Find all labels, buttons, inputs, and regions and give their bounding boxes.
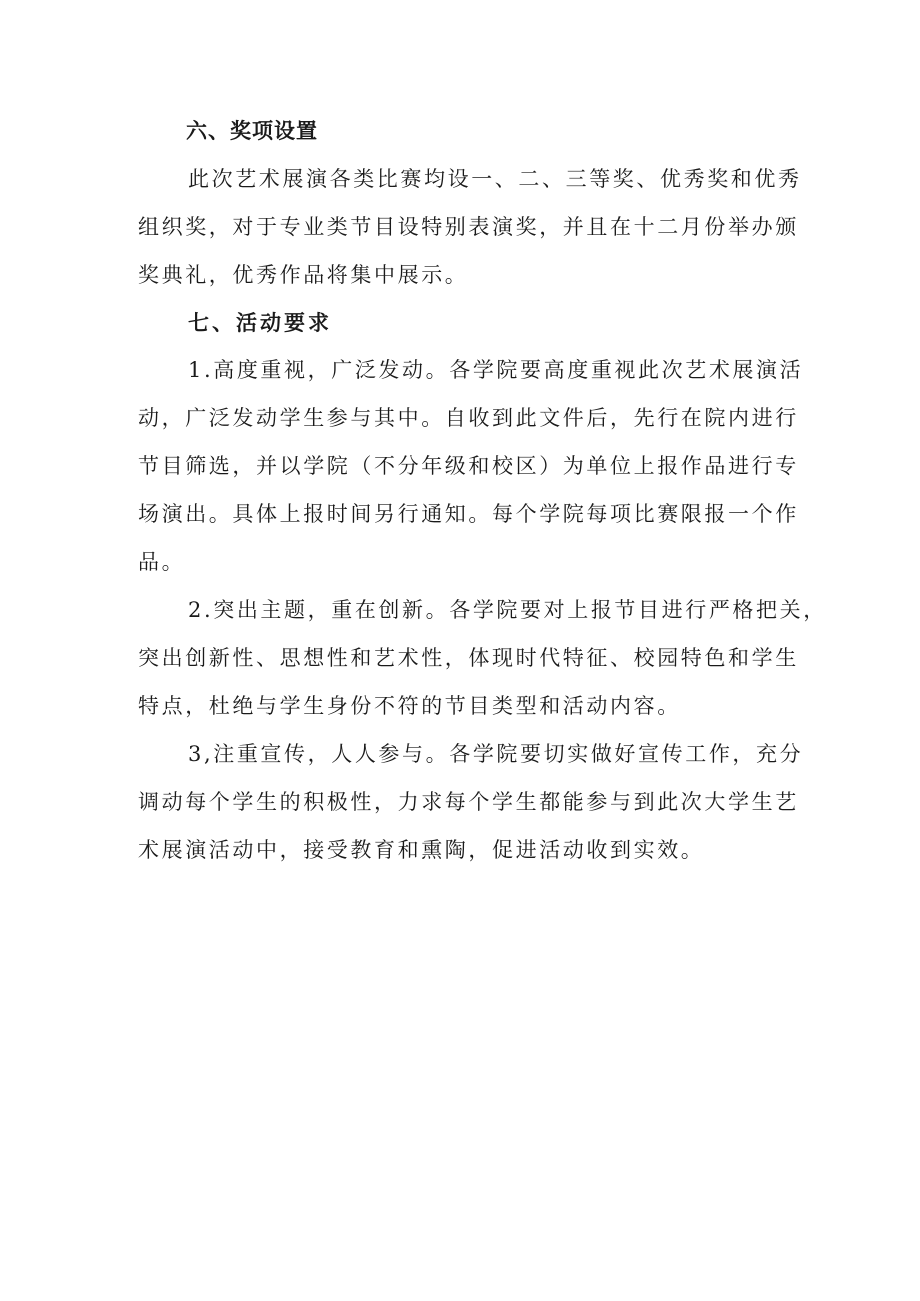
paragraph-line: 奖典礼，优秀作品将集中展示。 xyxy=(138,263,469,287)
paragraph-line: 2.突出主题，重在创新。各学院要对上报节目进行严格把关， xyxy=(188,598,827,622)
paragraph-line: 术展演活动中，接受教育和熏陶，促进活动收到实效。 xyxy=(138,838,705,862)
section-7-heading: 七、活动要求 xyxy=(188,310,332,335)
section-6-heading: 六、奖项设置 xyxy=(186,119,318,143)
requirement-1-paragraph xyxy=(138,346,804,586)
paragraph-line: 动，广泛发动学生参与其中。自收到此文件后，先行在院内进行 xyxy=(138,406,799,430)
paragraph-line: 1.高度重视，广泛发动。各学院要高度重视此次艺术展演活 xyxy=(188,358,804,382)
requirement-3-paragraph xyxy=(138,730,804,874)
paragraph-line: 品。 xyxy=(138,550,186,574)
section-6-paragraph xyxy=(138,155,802,299)
paragraph-line: 3,注重宣传，人人参与。各学院要切实做好宣传工作，充分 xyxy=(188,742,804,766)
paragraph-line: 突出创新性、思想性和艺术性，体现时代特征、校园特色和学生 xyxy=(138,646,799,670)
paragraph-line: 此次艺术展演各类比赛均设一、二、三等奖、优秀奖和优秀 xyxy=(188,167,802,191)
requirement-2-paragraph xyxy=(138,586,827,730)
paragraph-line: 特点，杜绝与学生身份不符的节目类型和活动内容。 xyxy=(138,694,681,718)
paragraph-line: 调动每个学生的积极性，力求每个学生都能参与到此次大学生艺 xyxy=(138,790,799,814)
document-page xyxy=(138,108,827,874)
paragraph-line: 节目筛选，并以学院（不分年级和校区）为单位上报作品进行专 xyxy=(138,454,799,478)
paragraph-line: 组织奖，对于专业类节目设特别表演奖，并且在十二月份举办颁 xyxy=(138,215,799,239)
paragraph-line: 场演出。具体上报时间另行通知。每个学院每项比赛限报一个作 xyxy=(138,502,799,526)
